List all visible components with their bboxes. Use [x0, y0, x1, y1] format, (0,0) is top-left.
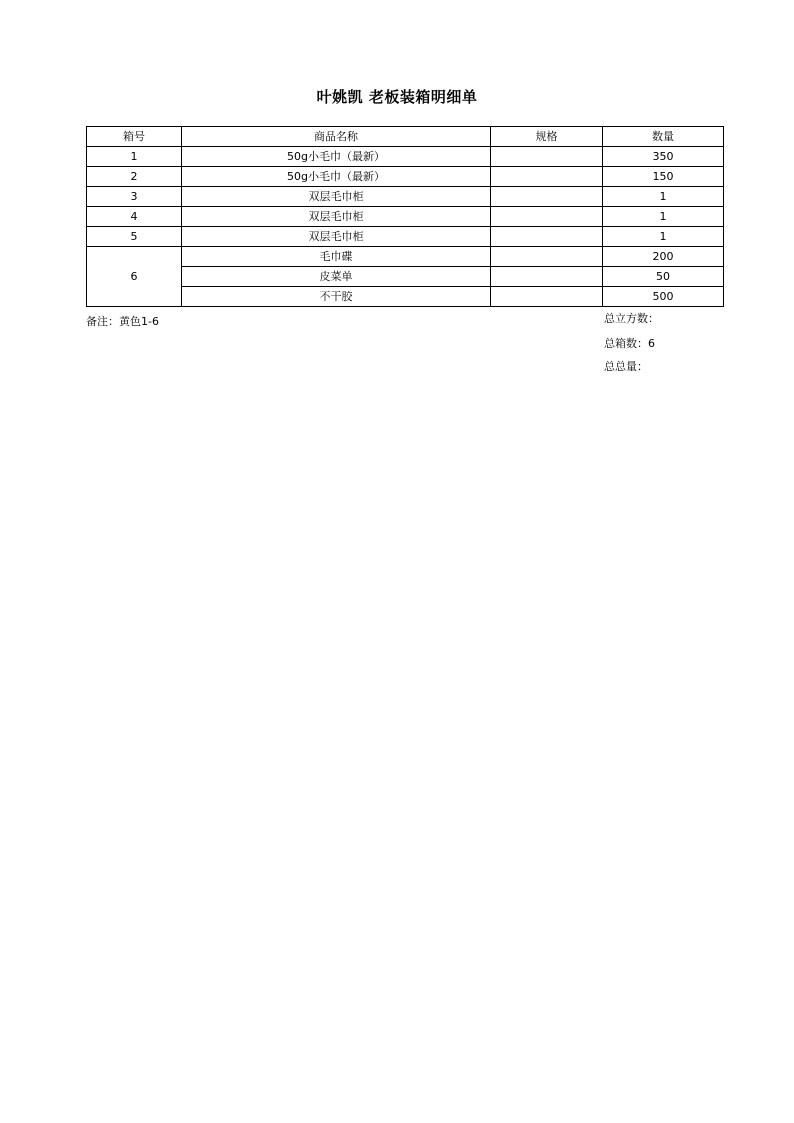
table-row: [87, 267, 724, 287]
header-product-name: 商品名称: [182, 127, 491, 147]
cell-product-name: 50g小毛巾（最新）: [182, 167, 491, 187]
header-spec: 规格: [491, 127, 603, 147]
cell-box-no: 5: [87, 227, 182, 247]
cell-product-name: 双层毛巾柜: [182, 187, 491, 207]
cell-quantity: 1: [603, 227, 724, 247]
cell-quantity: 500: [603, 287, 724, 307]
remark-note: 备注：黄色1-6: [86, 315, 159, 328]
cell-product-name: 双层毛巾柜: [182, 227, 491, 247]
table-row: [87, 227, 724, 247]
cell-product-name: 皮菜单: [182, 267, 491, 287]
cell-product-name: 50g小毛巾（最新）: [182, 147, 491, 167]
table-row: [87, 247, 724, 267]
table-row: [87, 187, 724, 207]
cell-product-name: 双层毛巾柜: [182, 207, 491, 227]
cell-quantity: 150: [603, 167, 724, 187]
total-volume-label: 总立方数：: [604, 312, 659, 325]
table-row: [87, 147, 724, 167]
total-weight-label: 总总量：: [604, 360, 648, 373]
table-row: [87, 287, 724, 307]
cell-spec: [491, 187, 603, 207]
cell-box-no: 1: [87, 147, 182, 167]
table-header-row: [87, 127, 724, 147]
table-row: [87, 207, 724, 227]
table-row: [87, 167, 724, 187]
cell-quantity: 1: [603, 187, 724, 207]
cell-quantity: 50: [603, 267, 724, 287]
total-boxes-label: 总箱数：6: [604, 337, 655, 350]
cell-product-name: 毛巾碟: [182, 247, 491, 267]
cell-spec: [491, 247, 603, 267]
cell-quantity: 1: [603, 207, 724, 227]
packing-list-table: [86, 126, 724, 307]
cell-box-no: 3: [87, 187, 182, 207]
cell-product-name: 不干胶: [182, 287, 491, 307]
cell-spec: [491, 147, 603, 167]
cell-quantity: 200: [603, 247, 724, 267]
cell-box-no: 2: [87, 167, 182, 187]
cell-box-no-merged: 6: [87, 247, 182, 307]
cell-spec: [491, 227, 603, 247]
cell-quantity: 350: [603, 147, 724, 167]
cell-spec: [491, 207, 603, 227]
document-title: 叶姚凯 老板装箱明细单: [316, 88, 478, 106]
header-box-no: 箱号: [87, 127, 182, 147]
cell-spec: [491, 267, 603, 287]
cell-spec: [491, 167, 603, 187]
header-quantity: 数量: [603, 127, 724, 147]
cell-spec: [491, 287, 603, 307]
cell-box-no: 4: [87, 207, 182, 227]
